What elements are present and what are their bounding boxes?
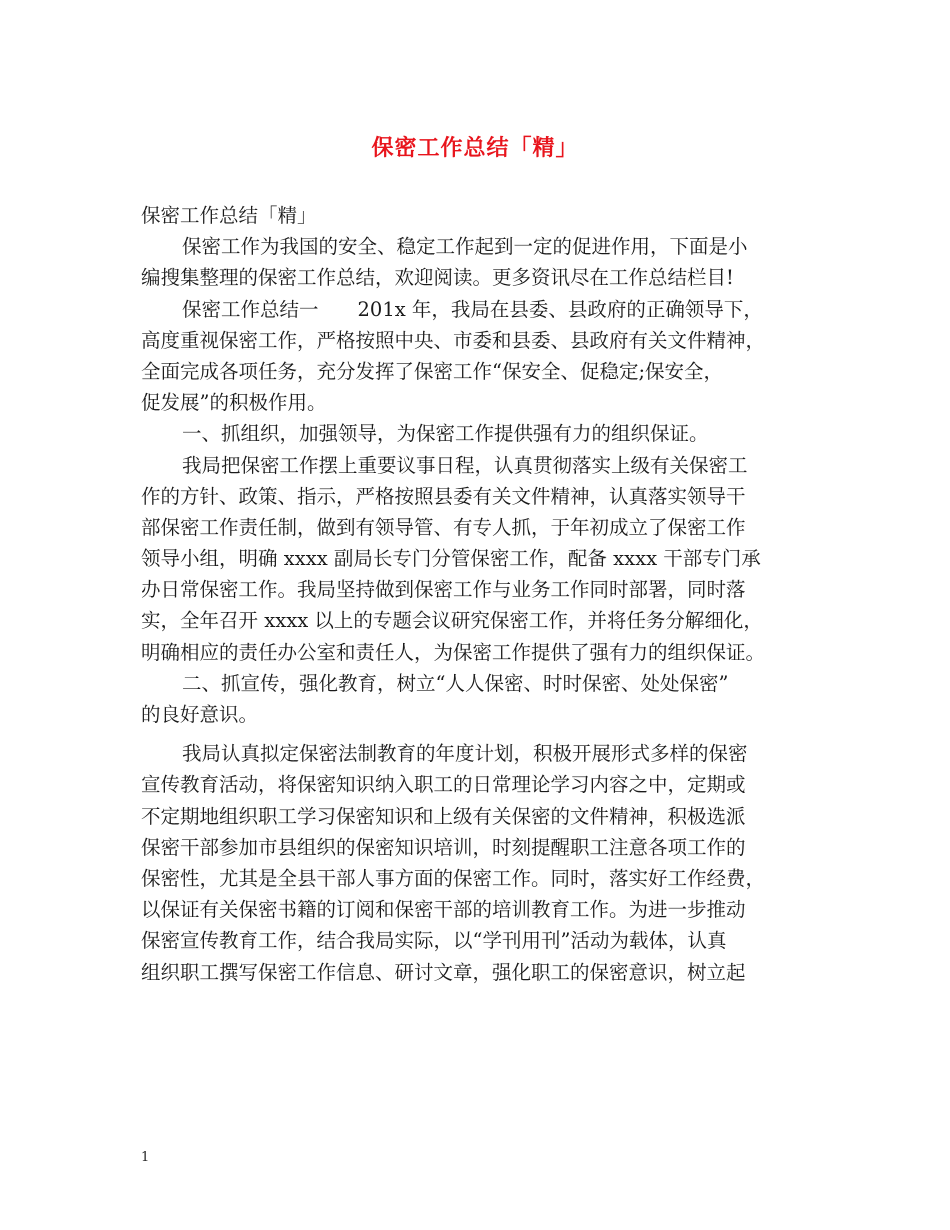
body-line: 促发展”的积极作用。	[141, 391, 327, 415]
document-body	[141, 200, 831, 988]
body-line: 实，全年召开 xxxx 以上的专题会议研究保密工作，并将任务分解细化，	[141, 609, 763, 633]
body-line: 以保证有关保密书籍的订阅和保密干部的培训教育工作。为进一步推动	[141, 898, 746, 922]
body-line: 领导小组，明确 xxxx 副局长专门分管保密工作，配备 xxxx 干部专门承	[141, 547, 761, 571]
body-line: 高度重视保密工作，严格按照中央、市委和县委、县政府有关文件精神，	[141, 328, 766, 352]
body-line: 宣传教育活动，将保密知识纳入职工的日常理论学习内容之中，定期或	[141, 773, 746, 797]
document-title: 保密工作总结「精」	[371, 136, 579, 161]
body-line: 组织职工撰写保密工作信息、研讨文章，强化职工的保密意识，树立起	[141, 960, 746, 984]
body-line: 办日常保密工作。我局坚持做到保密工作与业务工作同时部署，同时落	[141, 578, 746, 602]
body-line: 保密干部参加市县组织的保密知识培训，时刻提醒职工注意各项工作的	[141, 835, 746, 859]
body-line: 明确相应的责任办公室和责任人，为保密工作提供了强有力的组织保证。	[141, 640, 766, 664]
body-line: 保密宣传教育工作，结合我局实际，以“学刊用刊”活动为载体，认真	[141, 929, 727, 953]
body-line: 保密工作为我国的安全、稳定工作起到一定的促进作用，下面是小	[182, 235, 748, 259]
body-line: 部保密工作责任制，做到有领导管、有专人抓，于年初成立了保密工作	[141, 515, 746, 539]
body-line: 二、抓宣传，强化教育，树立“人人保密、时时保密、处处保密”	[182, 671, 729, 695]
body-line: 保密工作总结一 201x 年，我局在县委、县政府的正确领导下，	[182, 297, 763, 321]
body-line: 一、抓组织，加强领导，为保密工作提供强有力的组织保证。	[182, 422, 709, 446]
page-number: 1	[141, 1150, 150, 1165]
body-line: 我局认真拟定保密法制教育的年度计划，积极开展形式多样的保密	[182, 742, 748, 766]
body-line: 全面完成各项任务，充分发挥了保密工作“保安全、促稳定;保安全，	[141, 359, 724, 383]
body-line: 编搜集整理的保密工作总结，欢迎阅读。更多资讯尽在工作总结栏目!	[141, 266, 734, 290]
body-line: 保密性，尤其是全县干部人事方面的保密工作。同时，落实好工作经费，	[141, 866, 766, 890]
body-line: 不定期地组织职工学习保密知识和上级有关保密的文件精神，积极选派	[141, 804, 746, 828]
body-line: 我局把保密工作摆上重要议事日程，认真贯彻落实上级有关保密工	[182, 453, 748, 477]
body-line: 的良好意识。	[141, 703, 259, 726]
body-line: 保密工作总结「精」	[141, 204, 317, 227]
body-line: 作的方针、政策、指示，严格按照县委有关文件精神，认真落实领导干	[141, 484, 746, 508]
